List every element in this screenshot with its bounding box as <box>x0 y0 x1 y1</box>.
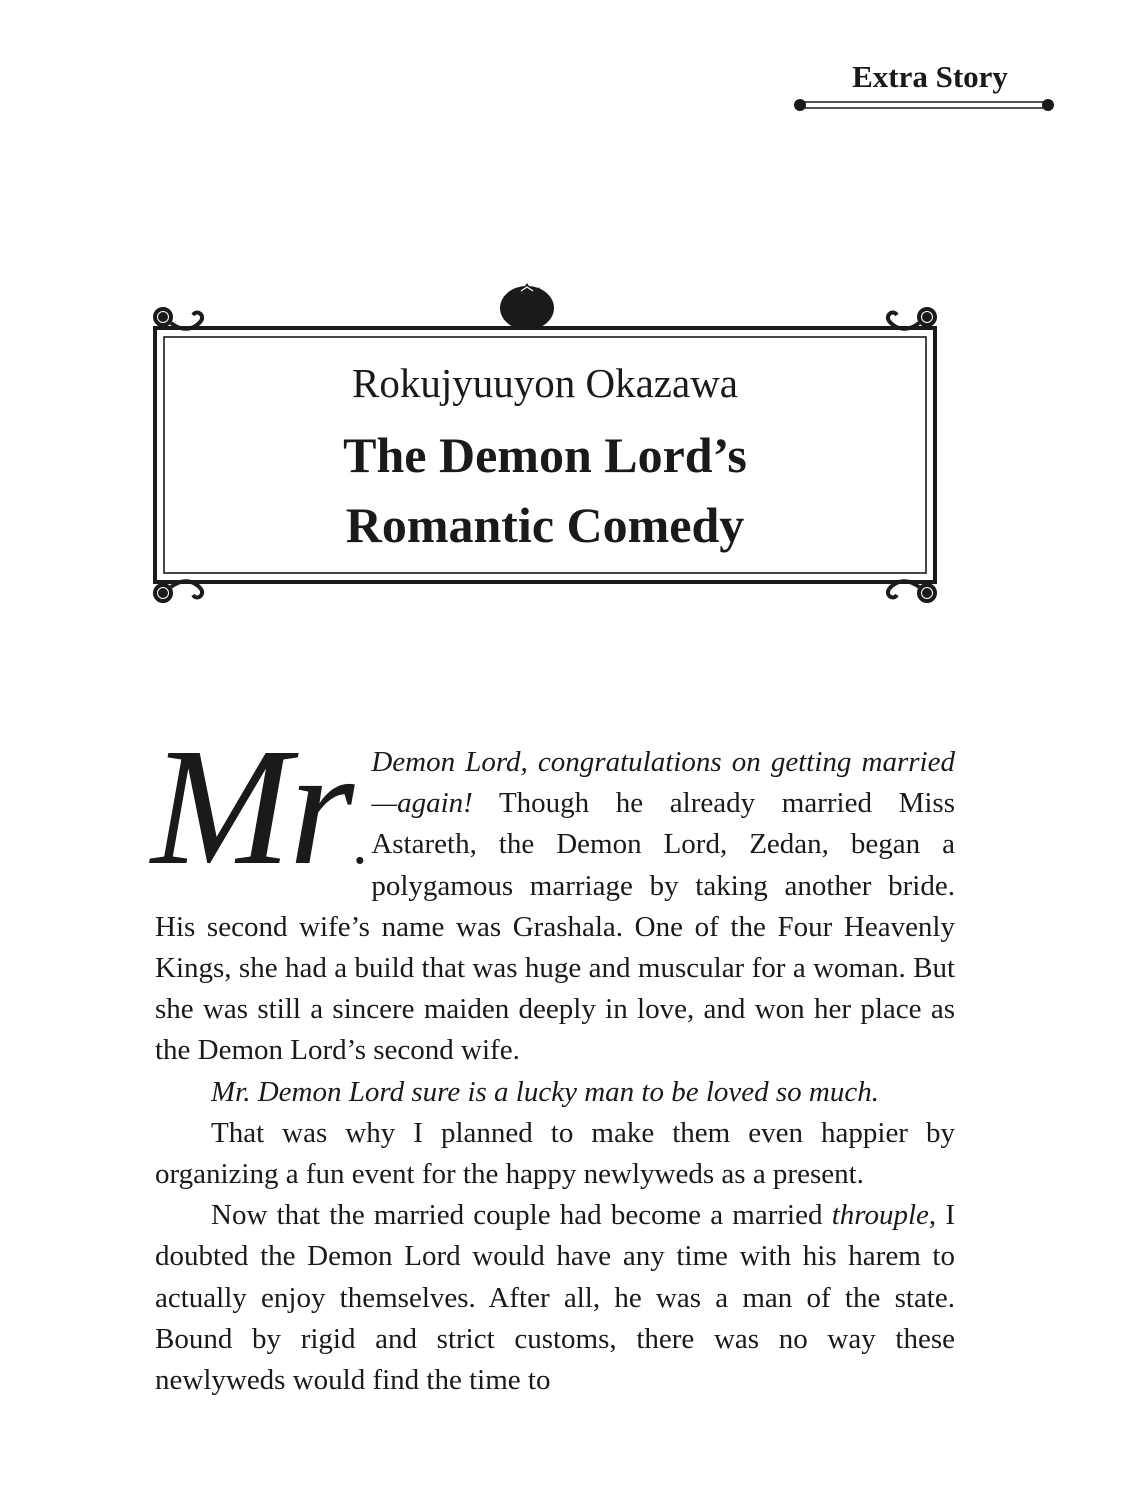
paragraph-4-text: , I doubted the Demon Lord would have any time with his harem to actually enjoy themselves. After all, he was a man of the state. Bound by rigid and strict customs, there was no way these newlyweds would find the time to <box>155 1199 955 1397</box>
header-rule <box>793 97 1055 113</box>
paragraph-2-italic: Mr. Demon Lord sure is a lucky man to be loved so much. <box>211 1075 879 1108</box>
paragraph-4 <box>155 1195 955 1401</box>
chapter-author: Rokujyuuyon Okazawa <box>352 360 738 406</box>
drop-cap: Mr. <box>151 714 366 900</box>
chapter-title-line-1: The Demon Lord’s <box>343 427 747 483</box>
corner-scroll-bottom-right <box>888 581 935 601</box>
paragraph-4-italic: throuple <box>831 1199 929 1232</box>
paragraph-2 <box>155 1072 955 1113</box>
body-text <box>151 714 955 1401</box>
corner-scroll-top-right <box>888 309 935 329</box>
paragraph-1-text: Though he already married Miss Astareth, the Demon Lord, Zedan, began a polygamous marriage by taking another bride. His second wife’s name was Grashala. One of the Four Heavenly Kings, she had a build that was huge and muscular for a woman. But she was still a sincere maiden deeply in love, and won her place as the Demon Lord’s second wife. <box>155 787 955 1067</box>
corner-scroll-top-left <box>155 309 202 329</box>
paragraph-4-text-start: Now that the married couple had become a married <box>211 1199 832 1232</box>
section-label: Extra Story <box>852 59 1008 94</box>
paragraph-3: That was why I planned to make them even happier by organizing a fun event for the happy newlyweds as a present. <box>155 1116 955 1191</box>
chapter-title-line-2: Romantic Comedy <box>345 497 745 553</box>
tomato-icon <box>500 283 554 330</box>
paragraph-1 <box>151 714 955 1072</box>
corner-scroll-bottom-left <box>155 581 202 601</box>
paragraph-1-italic: Demon Lord, congratulations on getting married—again! <box>371 746 955 820</box>
